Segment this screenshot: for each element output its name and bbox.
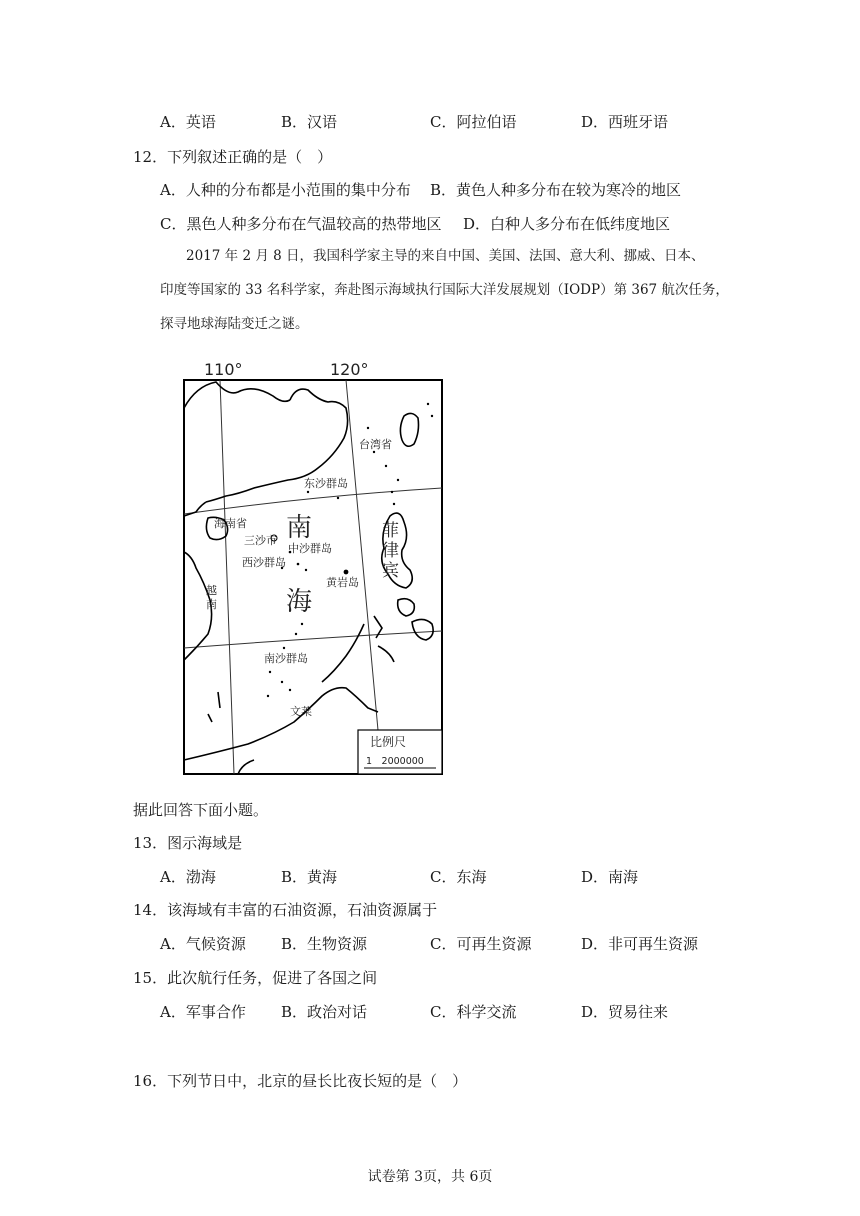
label-hainan: 海南省 xyxy=(214,517,247,530)
q12-stem: 12．下列叙述正确的是（ ） xyxy=(133,148,333,166)
q11-option-c: C．阿拉伯语 xyxy=(430,113,517,131)
label-philippines-2: 律 xyxy=(382,541,399,561)
passage-line-2: 印度等国家的 33 名科学家，奔赴图示海域执行国际大洋发展规划（IODP）第 367 航次任务， xyxy=(160,282,729,298)
sea-name-2: 海 xyxy=(286,587,313,617)
q12-option-d: D．白种人多分布在低纬度地区 xyxy=(463,215,671,233)
q16-stem: 16．下列节日中，北京的昼长比夜长短的是（ ） xyxy=(133,1072,468,1090)
label-taiwan: 台湾省 xyxy=(359,438,392,451)
q13-option-a: A．渤海 xyxy=(160,868,216,886)
q11-option-a: A．英语 xyxy=(160,113,216,131)
q14-option-a: A．气候资源 xyxy=(160,935,246,953)
lon-label-110: 110° xyxy=(204,360,243,379)
q12-option-a: A．人种的分布都是小范围的集中分布 xyxy=(160,181,411,199)
q14-stem: 14．该海域有丰富的石油资源，石油资源属于 xyxy=(133,901,438,919)
label-zhongsha: 中沙群岛 xyxy=(288,542,332,555)
q15-option-a: A．军事合作 xyxy=(160,1003,246,1021)
page-footer: 试卷第 3页，共 6页 xyxy=(367,1169,493,1185)
q14-option-d: D．非可再生资源 xyxy=(581,935,699,953)
label-vietnam-1: 越 xyxy=(206,584,217,597)
label-vietnam-2: 南 xyxy=(206,598,217,611)
q15-stem: 15．此次航行任务，促进了各国之间 xyxy=(133,969,378,987)
q12-option-b: B．黄色人种多分布在较为寒冷的地区 xyxy=(430,181,682,199)
passage-line-3: 探寻地球海陆变迁之谜。 xyxy=(160,316,309,332)
q13-option-b: B．黄海 xyxy=(281,868,338,886)
after-map-instruction: 据此回答下面小题。 xyxy=(133,801,269,819)
label-sansha: 三沙市 xyxy=(244,534,277,547)
map-frame xyxy=(184,380,442,774)
q13-stem: 13．图示海域是 xyxy=(133,834,243,852)
scale-title: 比例尺 xyxy=(370,735,407,749)
q11-option-d: D．西班牙语 xyxy=(581,113,669,131)
label-dongsha: 东沙群岛 xyxy=(304,477,348,490)
label-nansha: 南沙群岛 xyxy=(264,652,308,665)
passage-line-1: 2017 年 2 月 8 日，我国科学家主导的来自中国、美国、法国、意大利、挪威、日本、 xyxy=(186,248,705,264)
lon-label-120: 120° xyxy=(330,360,369,379)
graticule xyxy=(184,380,442,774)
label-huangyan: 黄岩岛 xyxy=(326,576,359,589)
scale-value: 1 2000000 xyxy=(366,756,424,767)
label-brunei: 文莱 xyxy=(290,705,312,718)
label-philippines-1: 菲 xyxy=(382,521,399,541)
q13-option-c: C．东海 xyxy=(430,868,487,886)
q14-option-b: B．生物资源 xyxy=(281,935,368,953)
label-xisha: 西沙群岛 xyxy=(242,556,286,569)
q14-option-c: C．可再生资源 xyxy=(430,935,532,953)
q15-option-c: C．科学交流 xyxy=(430,1003,517,1021)
scale-box xyxy=(358,730,442,774)
q12-option-c: C．黑色人种多分布在气温较高的热带地区 xyxy=(160,215,442,233)
sea-name-1: 南 xyxy=(286,513,313,543)
q11-option-b: B．汉语 xyxy=(281,113,338,131)
south-china-sea-map xyxy=(178,356,450,780)
q15-option-b: B．政治对话 xyxy=(281,1003,368,1021)
q13-option-d: D．南海 xyxy=(581,868,639,886)
label-philippines-3: 宾 xyxy=(382,561,399,581)
q15-option-d: D．贸易往来 xyxy=(581,1003,669,1021)
